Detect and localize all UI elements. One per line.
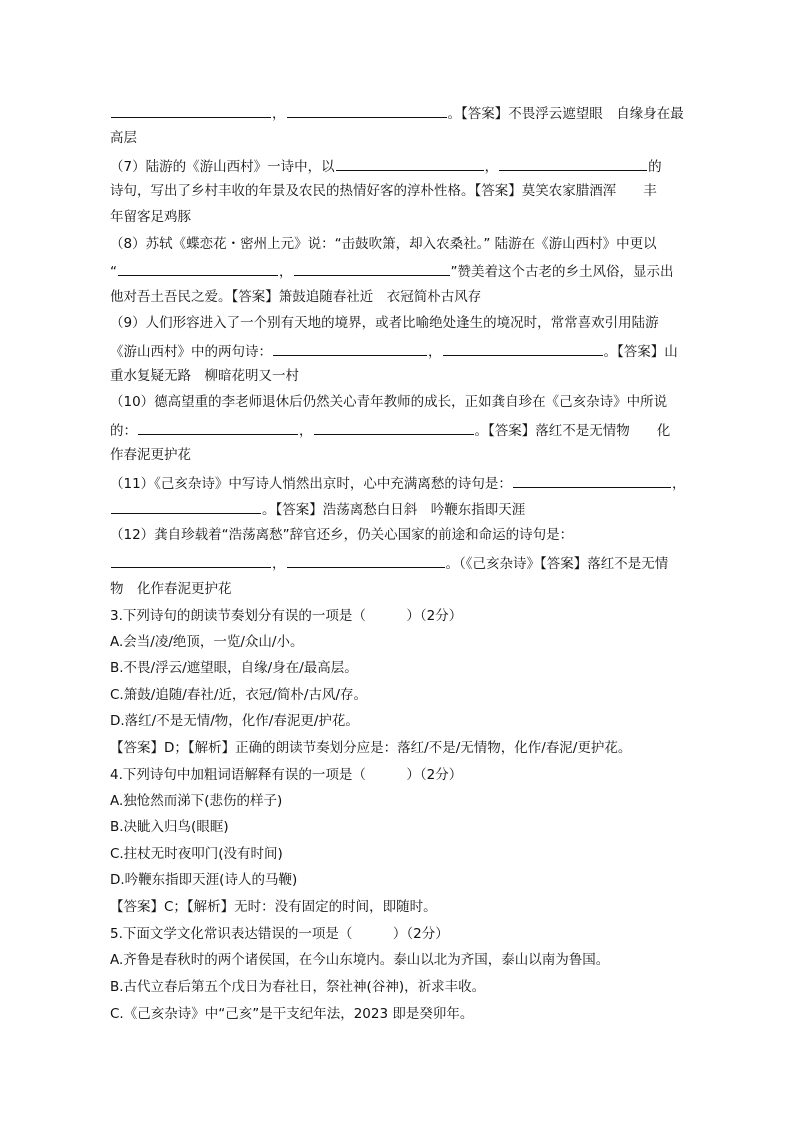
text-span: 。（《己亥杂诗》【答案】落红不是无情 [445,556,669,572]
text-line [110,156,690,176]
text-line: （10）德高望重的李老师退休后仍然关心青年教师的成长，正如龚自珍在《己亥杂诗》中所说 [110,394,668,410]
fill-blank [336,156,484,171]
fill-blank [294,261,450,276]
text-span: 《游山西村》中的两句诗： [110,344,272,360]
text-span: ， [272,106,286,122]
text-line: D.落红/不是无情/物，化作/春泥更/护花。 [110,713,359,729]
text-line: 他对吾土吾民之爱。【答案】箫鼓追随春社近 衣冠简朴古风存 [110,289,482,305]
text-line [110,499,690,519]
fill-blank [443,341,603,356]
text-span: 。【答案】浩荡离愁白日斜 吟鞭东指即天涯 [262,502,526,518]
text-span: 。【答案】不畏浮云遮望眼 自缘身在最 [447,106,684,122]
text-span: （11）《己亥杂诗》中写诗人悄然出京时，心中充满离愁的诗句是： [110,476,512,492]
text-line: 高层 [110,130,137,146]
text-span: ， [428,344,442,360]
text-line: B.不畏/浮云/遮望眼，自缘/身在/最高层。 [110,660,358,676]
fill-blank [273,341,427,356]
text-line [110,473,690,493]
text-span: 。【答案】落红不是无情物 化 [474,423,671,439]
text-line: B.古代立春后第五个戊日为春社日，祭社神(谷神)，祈求丰收。 [110,979,486,995]
text-line: 年留客足鸡豚 [110,209,191,225]
text-line [110,261,690,281]
fill-blank [111,103,271,118]
text-line: （12）龚自珍载着“浩荡离愁”辞官还乡，仍关心国家的前途和命运的诗句是： [110,527,574,543]
text-line: 重水复疑无路 柳暗花明又一村 [110,368,299,384]
text-line: 【答案】C；【解析】无时：没有固定的时间，即随时。 [110,899,437,915]
fill-blank [499,156,647,171]
text-line [110,553,690,573]
text-span: （7）陆游的《游山西村》一诗中，以 [110,159,335,175]
fill-blank [513,473,671,488]
text-span: 。【答案】山 [603,344,678,360]
text-span: 的 [648,159,662,175]
fill-blank [111,553,271,568]
fill-blank [138,420,298,435]
text-line: 诗句，写出了乡村丰收的年景及农民的热情好客的淳朴性格。【答案】莫笑农家腊酒浑 丰 [110,183,657,199]
text-line: C.《己亥杂诗》中“己亥”是干支纪年法，2023 即是癸卯年。 [110,1006,474,1022]
text-line: A.齐鲁是春秋时的两个诸侯国，在今山东境内。泰山以北为齐国，泰山以南为鲁国。 [110,952,610,968]
text-line: （9）人们形容进入了一个别有天地的境界，或者比喻绝处逢生的境况时，常常喜欢引用陆游 [110,315,659,331]
text-line: 3.下列诗句的朗读节奏划分有误的一项是（ ）（2分） [110,608,463,624]
text-line: 作春泥更护花 [110,447,191,463]
text-line: 物 化作春泥更护花 [110,581,232,597]
text-line: C.箫鼓/追随/春社/近，衣冠/简朴/古风/存。 [110,687,368,703]
text-line: B.决眦入归鸟(眼眶) [110,819,229,835]
fill-blank [287,103,447,118]
text-line: C.拄杖无时夜叩门(没有时间) [110,846,283,862]
text-line: （8）苏轼《蝶恋花・密州上元》说：“击鼓吹箫，却入农桑社。” 陆游在《游山西村》中更以 [110,236,657,252]
text-line: D.吟鞭东指即天涯(诗人的马鞭) [110,872,298,888]
text-span: ， [272,556,286,572]
text-line: A.独怆然而涕下(悲伤的样子) [110,793,283,809]
text-line [110,420,690,440]
text-span: ， [279,264,293,280]
text-line: 5.下面文学文化常识表达错误的一项是（ ）（2分） [110,926,449,942]
text-span: ”赞美着这个古老的乡土风俗，显示出 [450,264,674,280]
text-span: 的： [110,423,137,439]
text-span: ， [671,476,686,492]
text-span: ， [299,423,313,439]
fill-blank [314,420,474,435]
text-line [110,341,690,361]
fill-blank [287,553,445,568]
fill-blank [118,261,278,276]
text-span: ， [484,159,499,175]
text-line [110,103,690,123]
text-line: 【答案】D；【解析】正确的朗读节奏划分应是：落红/不是/无情物，化作/春泥/更护花。 [110,740,632,756]
fill-blank [111,499,261,514]
text-line: 4.下列诗句中加粗词语解释有误的一项是（ ）（2分） [110,767,463,783]
text-line: A.会当/凌/绝顶，一览/众山/小。 [110,634,304,650]
text-span: “ [110,264,117,280]
